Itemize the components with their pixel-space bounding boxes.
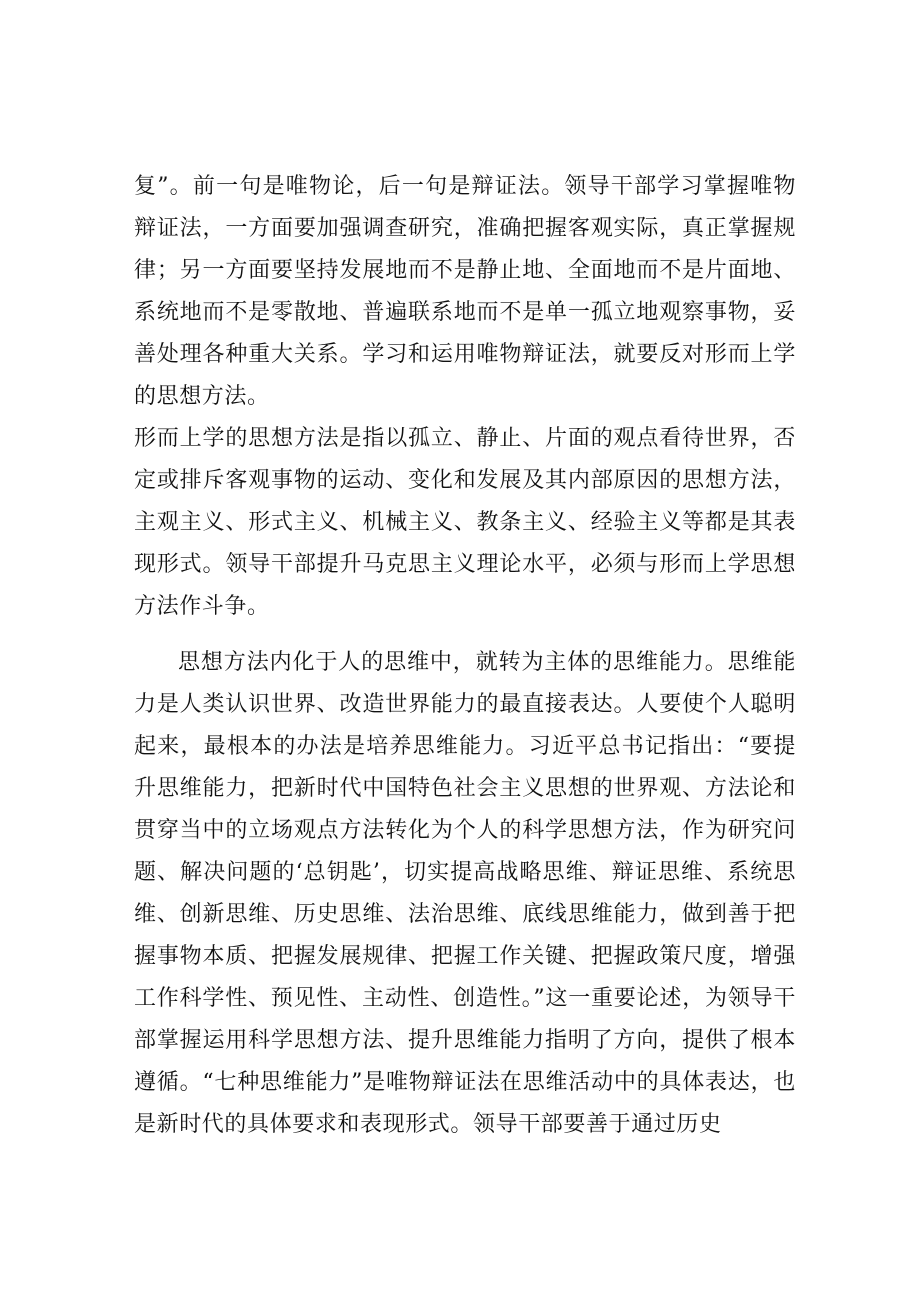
paragraph-3: 思想方法内化于人的思维中，就转为主体的思维能力。思维能力是人类认识世界、改造世界能力的最直接表达。人要使个人聪明起来，最根本的办法是培养思维能力。习近平总书记指出：“要提升思维能力，把新时代中国特色社会主义思想的世界观、方法论和贯穿当中的立场观点方法转化为个人的科学思想方法，作为研究问题、解决问题的‘总钥匙’，切实提高战略思维、辩证思维、系统思维、创新思维、历史思维、法治思维、底线思维能力，做到善于把握事物本质、把握发展规律、把握工作关键、把握政策尺度，增强工作科学性、预见性、主动性、创造性。”这一重要论述，为领导干部掌握运用科学思想方法、提升思维能力指明了方向，提供了根本遵循。“七种思维能力”是唯物辩证法在思维活动中的具体表达，也是新时代的具体要求和表现形式。领导干部要善于通过历史 — [134, 650, 796, 1137]
paragraph-2: 形而上学的思想方法是指以孤立、静止、片面的观点看待世界，否定或排斥客观事物的运动、变化和发展及其内部原因的思想方法，主观主义、形式主义、机械主义、教条主义、经验主义等都是其表现形式。领导干部提升马克思主义理论水平，必须与形而上学思想方法作斗争。 — [134, 426, 796, 619]
paragraph-1: 复”。前一句是唯物论，后一句是辩证法。领导干部学习掌握唯物辩证法，一方面要加强调查研究，准确把握客观实际，真正掌握规律；另一方面要坚持发展地而不是静止地、全面地而不是片面地、系统地而不是零散地、普遍联系地而不是单一孤立地观察事物，妥善处理各种重大关系。学习和运用唯物辩证法，就要反对形而上学的思想方法。 — [134, 174, 796, 409]
document-body — [134, 166, 796, 1146]
